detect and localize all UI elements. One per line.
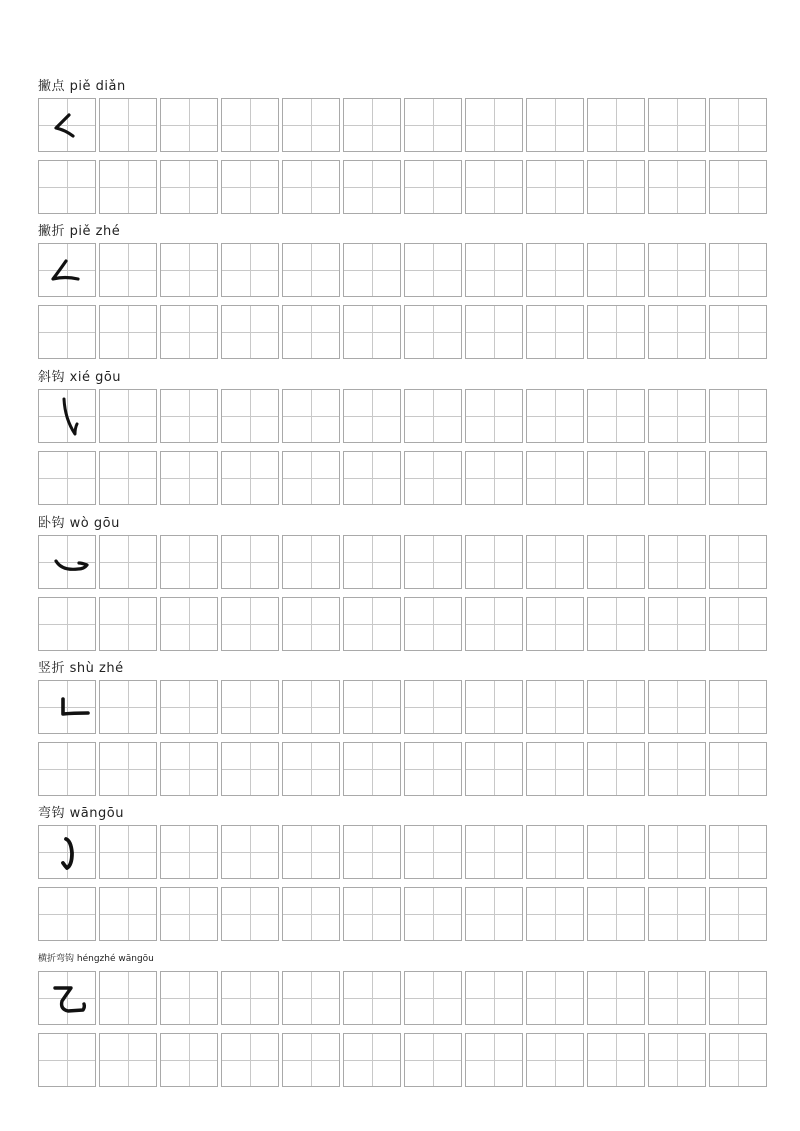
practice-cell bbox=[343, 597, 401, 651]
practice-cell bbox=[526, 742, 584, 796]
practice-cell bbox=[221, 305, 279, 359]
practice-row-1 bbox=[38, 389, 767, 443]
practice-cell bbox=[343, 971, 401, 1025]
practice-cell bbox=[404, 160, 462, 214]
practice-cell bbox=[465, 825, 523, 879]
practice-cell bbox=[465, 98, 523, 152]
practice-cell bbox=[709, 535, 767, 589]
practice-cell bbox=[160, 305, 218, 359]
section-hanzi: 撇点 bbox=[38, 79, 66, 94]
practice-cell bbox=[465, 160, 523, 214]
practice-cell bbox=[465, 389, 523, 443]
practice-cell bbox=[526, 825, 584, 879]
section-title bbox=[38, 75, 126, 94]
practice-cell bbox=[709, 160, 767, 214]
practice-cell bbox=[587, 971, 645, 1025]
practice-cell bbox=[160, 535, 218, 589]
practice-cell bbox=[465, 535, 523, 589]
section-hanzi: 卧钩 bbox=[38, 516, 66, 531]
practice-cell bbox=[99, 451, 157, 505]
practice-cell bbox=[99, 887, 157, 941]
practice-row-1 bbox=[38, 535, 767, 589]
practice-cell bbox=[282, 305, 340, 359]
practice-cell bbox=[221, 1033, 279, 1087]
practice-cell bbox=[282, 825, 340, 879]
practice-row-2 bbox=[38, 887, 767, 941]
practice-cell bbox=[404, 1033, 462, 1087]
practice-cell bbox=[465, 680, 523, 734]
practice-cell bbox=[221, 160, 279, 214]
practice-cell bbox=[221, 389, 279, 443]
practice-cell bbox=[709, 98, 767, 152]
section-title bbox=[38, 512, 120, 531]
practice-cell bbox=[526, 389, 584, 443]
practice-cell bbox=[343, 742, 401, 796]
practice-row-2 bbox=[38, 451, 767, 505]
practice-cell bbox=[648, 680, 706, 734]
practice-cell bbox=[526, 243, 584, 297]
pie-dian-stroke-icon bbox=[38, 98, 96, 152]
practice-cell bbox=[648, 98, 706, 152]
practice-cell bbox=[404, 535, 462, 589]
practice-cell bbox=[465, 742, 523, 796]
practice-cell bbox=[343, 825, 401, 879]
practice-cell bbox=[160, 825, 218, 879]
practice-cell bbox=[709, 742, 767, 796]
practice-cell bbox=[99, 1033, 157, 1087]
practice-cell bbox=[404, 825, 462, 879]
section-pinyin: piě diǎn bbox=[69, 79, 126, 94]
practice-cell bbox=[465, 305, 523, 359]
practice-cell bbox=[160, 1033, 218, 1087]
practice-cell bbox=[99, 98, 157, 152]
practice-cell bbox=[282, 451, 340, 505]
practice-cell bbox=[465, 971, 523, 1025]
practice-row-1 bbox=[38, 825, 767, 879]
practice-cell bbox=[465, 597, 523, 651]
practice-cell bbox=[343, 451, 401, 505]
wan-gou-stroke-icon bbox=[38, 825, 96, 879]
practice-cell bbox=[343, 389, 401, 443]
practice-cell bbox=[587, 1033, 645, 1087]
practice-cell bbox=[709, 389, 767, 443]
practice-cell bbox=[160, 451, 218, 505]
practice-cell bbox=[343, 305, 401, 359]
practice-cell bbox=[221, 451, 279, 505]
practice-cell bbox=[404, 451, 462, 505]
practice-cell bbox=[587, 305, 645, 359]
practice-cell bbox=[38, 451, 96, 505]
practice-cell bbox=[526, 160, 584, 214]
practice-cell bbox=[221, 742, 279, 796]
practice-cell bbox=[343, 243, 401, 297]
practice-cell bbox=[99, 680, 157, 734]
practice-cell bbox=[404, 887, 462, 941]
practice-cell bbox=[526, 305, 584, 359]
section-hanzi: 竖折 bbox=[38, 661, 66, 676]
practice-cell bbox=[587, 98, 645, 152]
practice-cell bbox=[587, 160, 645, 214]
pie-zhe-stroke-icon bbox=[38, 243, 96, 297]
practice-cell bbox=[526, 451, 584, 505]
section-pinyin: piě zhé bbox=[69, 224, 121, 239]
section-title bbox=[38, 951, 154, 964]
practice-cell bbox=[526, 535, 584, 589]
practice-cell bbox=[709, 305, 767, 359]
practice-cell bbox=[160, 597, 218, 651]
practice-cell bbox=[38, 597, 96, 651]
practice-cell bbox=[282, 389, 340, 443]
practice-cell bbox=[282, 98, 340, 152]
practice-cell bbox=[221, 597, 279, 651]
practice-cell bbox=[221, 680, 279, 734]
practice-cell bbox=[38, 1033, 96, 1087]
practice-cell bbox=[38, 887, 96, 941]
practice-cell bbox=[648, 451, 706, 505]
practice-row-1 bbox=[38, 243, 767, 297]
practice-cell bbox=[587, 825, 645, 879]
practice-cell bbox=[221, 825, 279, 879]
practice-cell bbox=[587, 742, 645, 796]
practice-cell bbox=[343, 680, 401, 734]
practice-cell bbox=[221, 887, 279, 941]
practice-row-2 bbox=[38, 160, 767, 214]
practice-cell bbox=[648, 389, 706, 443]
practice-cell bbox=[587, 887, 645, 941]
practice-cell bbox=[160, 98, 218, 152]
practice-cell bbox=[404, 742, 462, 796]
section-pinyin: wò gōu bbox=[69, 516, 120, 531]
practice-cell bbox=[465, 451, 523, 505]
practice-cell bbox=[99, 597, 157, 651]
practice-cell bbox=[648, 825, 706, 879]
practice-cell bbox=[526, 98, 584, 152]
practice-cell bbox=[221, 243, 279, 297]
practice-cell bbox=[709, 680, 767, 734]
section-title bbox=[38, 220, 120, 239]
practice-cell bbox=[709, 971, 767, 1025]
practice-cell bbox=[648, 535, 706, 589]
xie-gou-stroke-icon bbox=[38, 389, 96, 443]
practice-cell bbox=[282, 742, 340, 796]
section-title bbox=[38, 802, 124, 821]
practice-cell bbox=[99, 243, 157, 297]
practice-cell bbox=[38, 305, 96, 359]
practice-cell bbox=[587, 451, 645, 505]
practice-cell bbox=[99, 742, 157, 796]
practice-row-2 bbox=[38, 597, 767, 651]
practice-row-1 bbox=[38, 98, 767, 152]
practice-cell bbox=[587, 680, 645, 734]
shu-zhe-stroke-icon bbox=[38, 680, 96, 734]
practice-cell bbox=[221, 971, 279, 1025]
practice-cell bbox=[709, 597, 767, 651]
practice-cell bbox=[282, 243, 340, 297]
section-pinyin: wāngōu bbox=[69, 806, 124, 821]
practice-cell bbox=[465, 1033, 523, 1087]
practice-cell bbox=[648, 1033, 706, 1087]
practice-cell bbox=[526, 680, 584, 734]
practice-cell bbox=[282, 535, 340, 589]
practice-cell bbox=[709, 243, 767, 297]
practice-cell bbox=[404, 98, 462, 152]
section-hanzi: 横折弯钩 bbox=[38, 954, 75, 964]
practice-cell bbox=[648, 887, 706, 941]
practice-cell bbox=[160, 680, 218, 734]
practice-row-2 bbox=[38, 305, 767, 359]
practice-cell bbox=[648, 243, 706, 297]
section-pinyin: héngzhé wāngōu bbox=[76, 954, 154, 964]
practice-row-2 bbox=[38, 742, 767, 796]
heng-zhe-wan-gou-stroke-icon bbox=[38, 971, 96, 1025]
practice-cell bbox=[404, 971, 462, 1025]
practice-cell bbox=[99, 825, 157, 879]
practice-cell bbox=[99, 535, 157, 589]
practice-cell bbox=[221, 98, 279, 152]
practice-cell bbox=[526, 971, 584, 1025]
practice-row-1 bbox=[38, 971, 767, 1025]
wo-gou-stroke-icon bbox=[38, 535, 96, 589]
practice-cell bbox=[221, 535, 279, 589]
practice-cell bbox=[99, 971, 157, 1025]
practice-cell bbox=[587, 597, 645, 651]
practice-cell bbox=[648, 305, 706, 359]
practice-cell bbox=[38, 742, 96, 796]
practice-cell bbox=[526, 1033, 584, 1087]
practice-cell bbox=[709, 1033, 767, 1087]
practice-cell bbox=[526, 597, 584, 651]
section-hanzi: 斜钩 bbox=[38, 370, 66, 385]
practice-cell bbox=[587, 535, 645, 589]
section-hanzi: 弯钩 bbox=[38, 806, 66, 821]
practice-cell bbox=[404, 680, 462, 734]
practice-cell bbox=[160, 243, 218, 297]
practice-cell bbox=[160, 887, 218, 941]
practice-cell bbox=[648, 971, 706, 1025]
section-pinyin: shù zhé bbox=[69, 661, 124, 676]
practice-cell bbox=[404, 597, 462, 651]
practice-cell bbox=[282, 887, 340, 941]
practice-cell bbox=[587, 389, 645, 443]
practice-cell bbox=[160, 971, 218, 1025]
practice-cell bbox=[343, 98, 401, 152]
practice-cell bbox=[709, 825, 767, 879]
practice-cell bbox=[343, 535, 401, 589]
practice-cell bbox=[99, 160, 157, 214]
practice-cell bbox=[404, 305, 462, 359]
practice-row-2 bbox=[38, 1033, 767, 1087]
practice-cell bbox=[160, 742, 218, 796]
practice-cell bbox=[648, 597, 706, 651]
practice-cell bbox=[648, 742, 706, 796]
practice-cell bbox=[404, 243, 462, 297]
practice-cell bbox=[648, 160, 706, 214]
practice-cell bbox=[404, 389, 462, 443]
section-title bbox=[38, 657, 124, 676]
practice-cell bbox=[465, 887, 523, 941]
practice-cell bbox=[282, 971, 340, 1025]
practice-cell bbox=[99, 305, 157, 359]
practice-cell bbox=[343, 887, 401, 941]
practice-cell bbox=[282, 597, 340, 651]
practice-cell bbox=[343, 1033, 401, 1087]
section-hanzi: 撇折 bbox=[38, 224, 66, 239]
practice-cell bbox=[465, 243, 523, 297]
practice-cell bbox=[160, 160, 218, 214]
practice-cell bbox=[282, 680, 340, 734]
practice-cell bbox=[587, 243, 645, 297]
practice-cell bbox=[343, 160, 401, 214]
practice-cell bbox=[38, 160, 96, 214]
practice-cell bbox=[709, 887, 767, 941]
practice-cell bbox=[282, 1033, 340, 1087]
section-title bbox=[38, 366, 121, 385]
section-pinyin: xié gōu bbox=[69, 370, 122, 385]
practice-cell bbox=[99, 389, 157, 443]
practice-row-1 bbox=[38, 680, 767, 734]
practice-cell bbox=[709, 451, 767, 505]
practice-cell bbox=[526, 887, 584, 941]
practice-cell bbox=[160, 389, 218, 443]
practice-cell bbox=[282, 160, 340, 214]
